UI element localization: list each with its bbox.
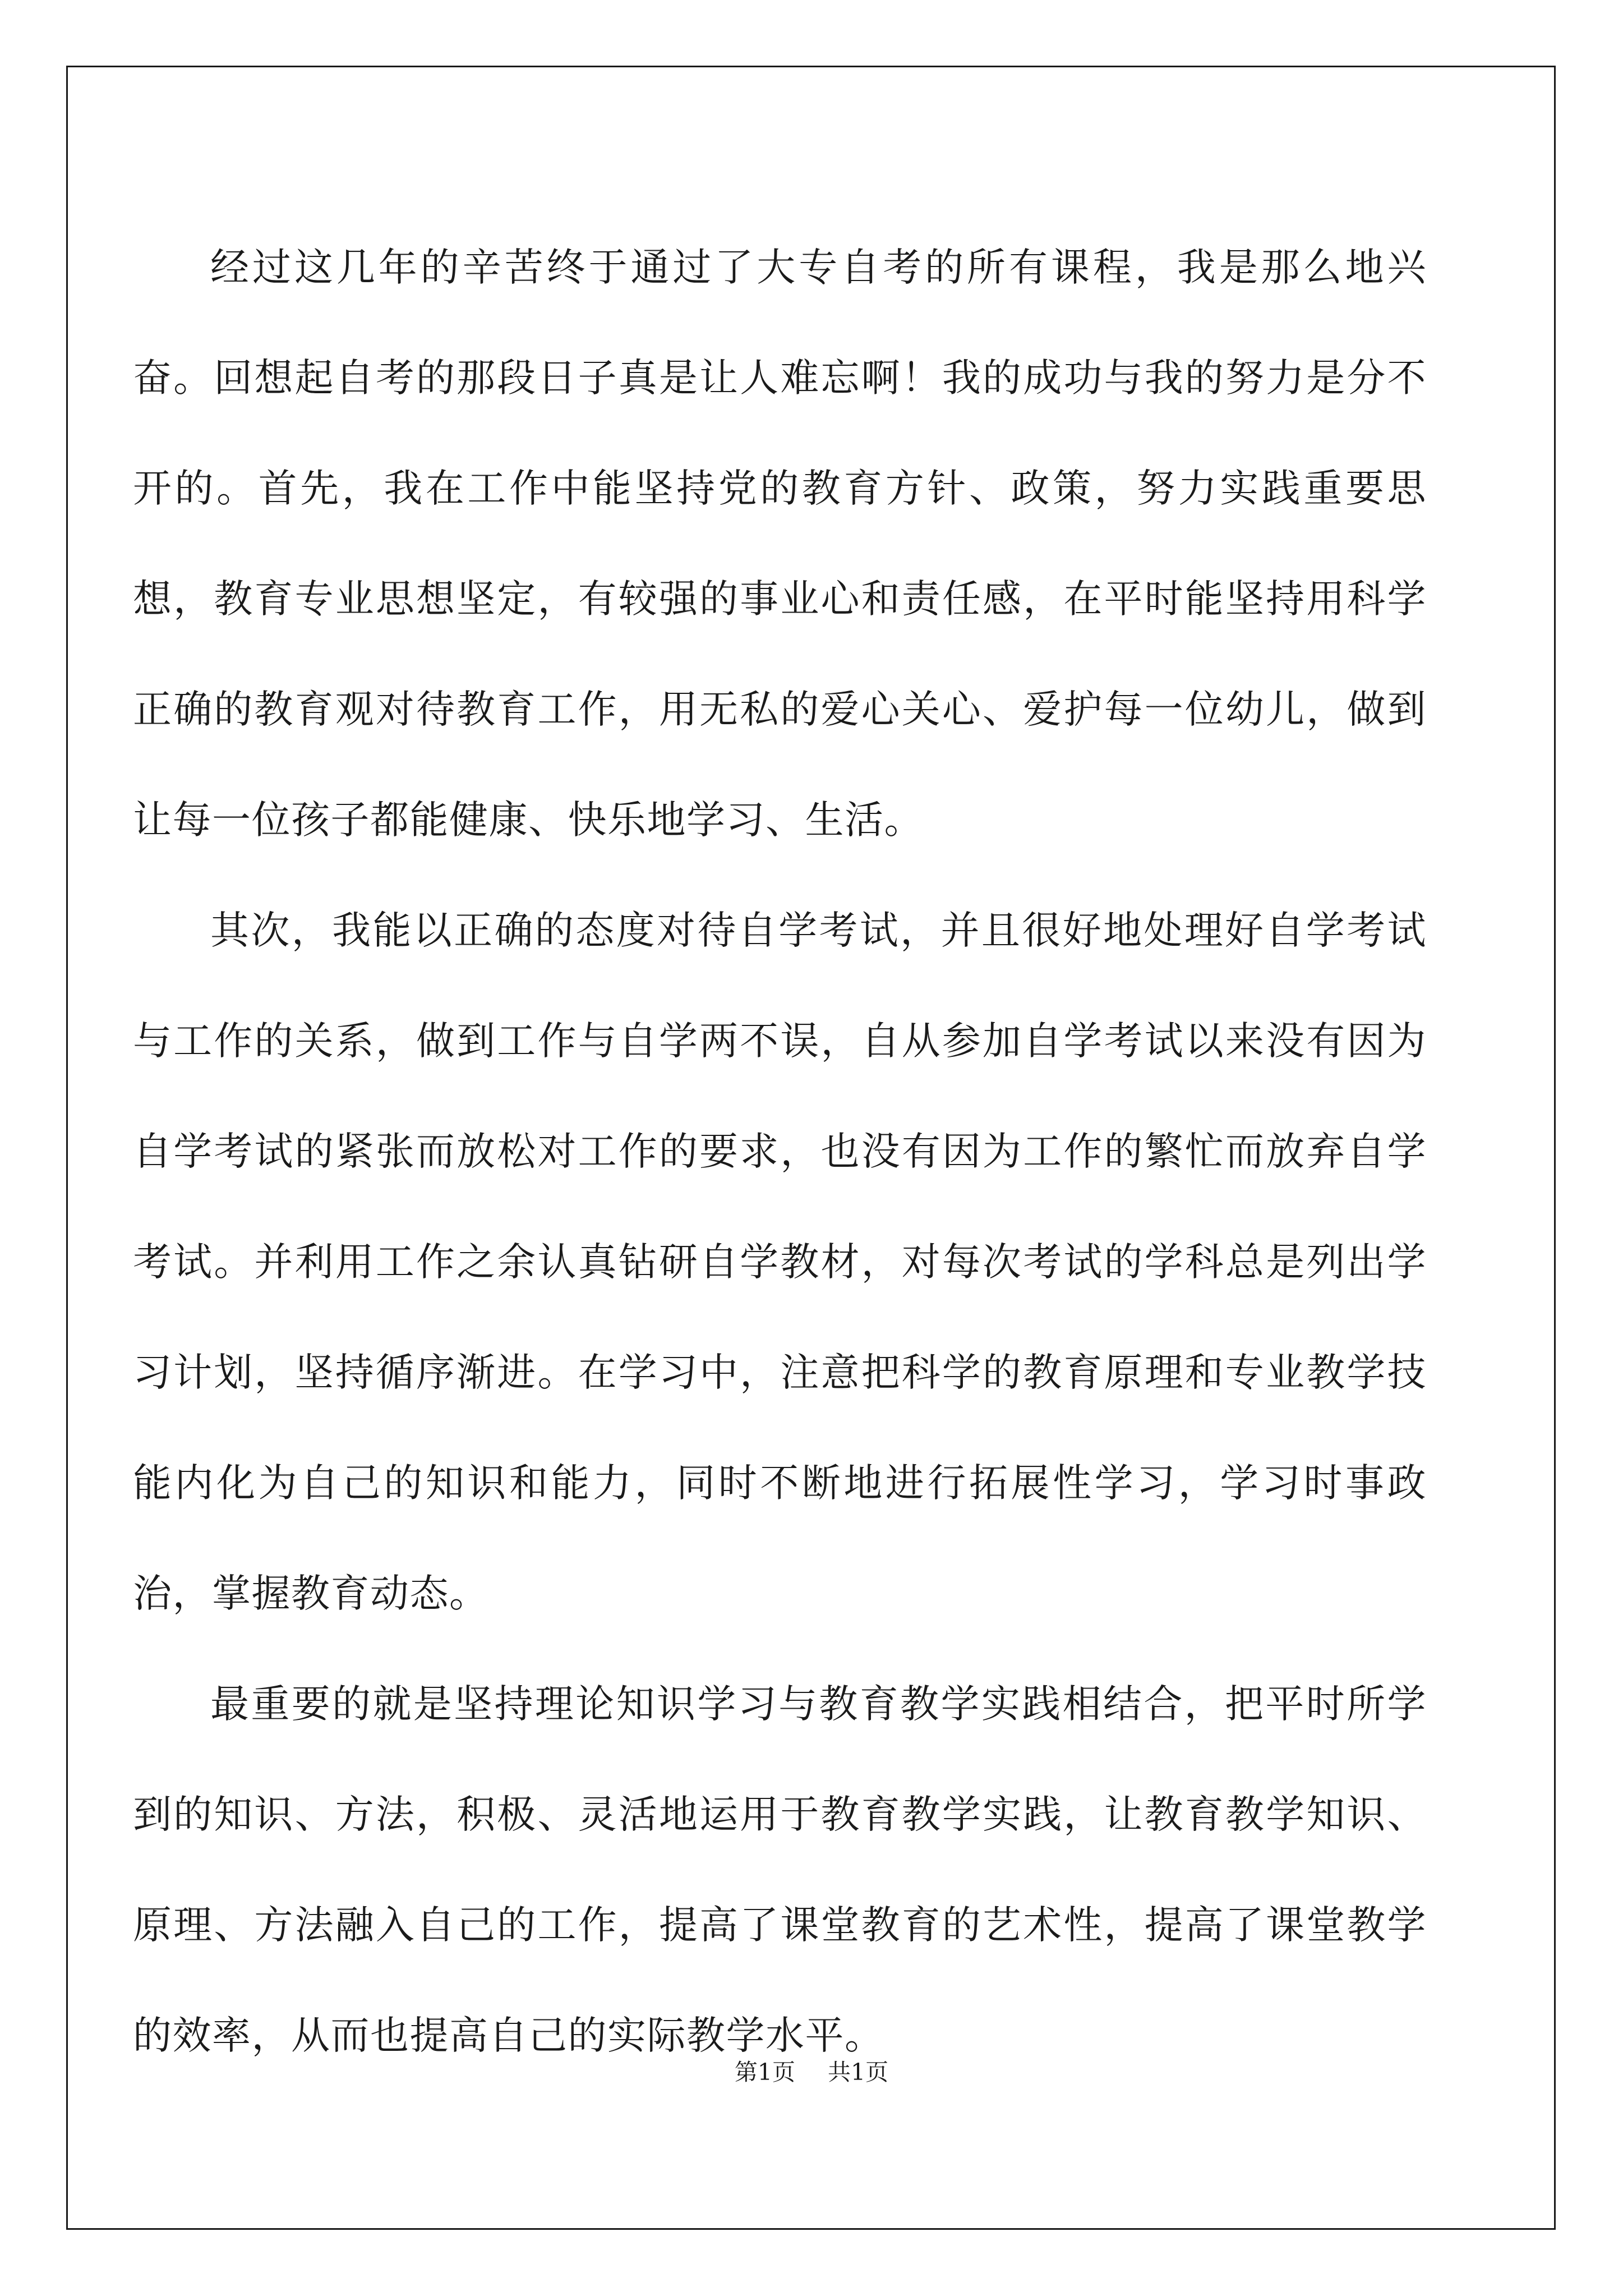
paragraph-3: 最重要的就是坚持理论知识学习与教育教学实践相结合，把平时所学到的知识、方法，积极、灵活地运用于教育教学实践，让教育教学知识、原理、方法融入自己的工作，提高了课堂教育的艺术性，提高了课堂教学的效率，从而也提高自己的实际教学水平。 (133, 1682, 1427, 2058)
paragraph-1: 经过这几年的辛苦终于通过了大专自考的所有课程，我是那么地兴奋。回想起自考的那段日子真是让人难忘啊！我的成功与我的努力是分不开的。首先，我在工作中能坚持党的教育方针、政策，努力实践重要思想，教育专业思想坚定，有较强的事业心和责任感，在平时能坚持用科学正确的教育观对待教育工作，用无私的爱心关心、爱护每一位幼儿，做到让每一位孩子都能健康、快乐地学习、生活。 (133, 245, 1427, 843)
page-footer (0, 2055, 1623, 2089)
paragraph-2: 其次，我能以正确的态度对待自学考试，并且很好地处理好自学考试与工作的关系，做到工作与自学两不误，自从参加自学考试以来没有因为自学考试的紧张而放松对工作的要求，也没有因为工作的繁忙而放弃自学考试。并利用工作之余认真钻研自学教材，对每次考试的学科总是列出学习计划，坚持循序渐进。在学习中，注意把科学的教育原理和专业教学技能内化为自己的知识和能力，同时不断地进行拓展性学习，学习时事政治，掌握教育动态。 (133, 908, 1427, 1616)
page-number-total: 共1页 (828, 2059, 889, 2086)
page-number-current: 第1页 (734, 2059, 795, 2086)
document-body (133, 213, 1427, 2091)
